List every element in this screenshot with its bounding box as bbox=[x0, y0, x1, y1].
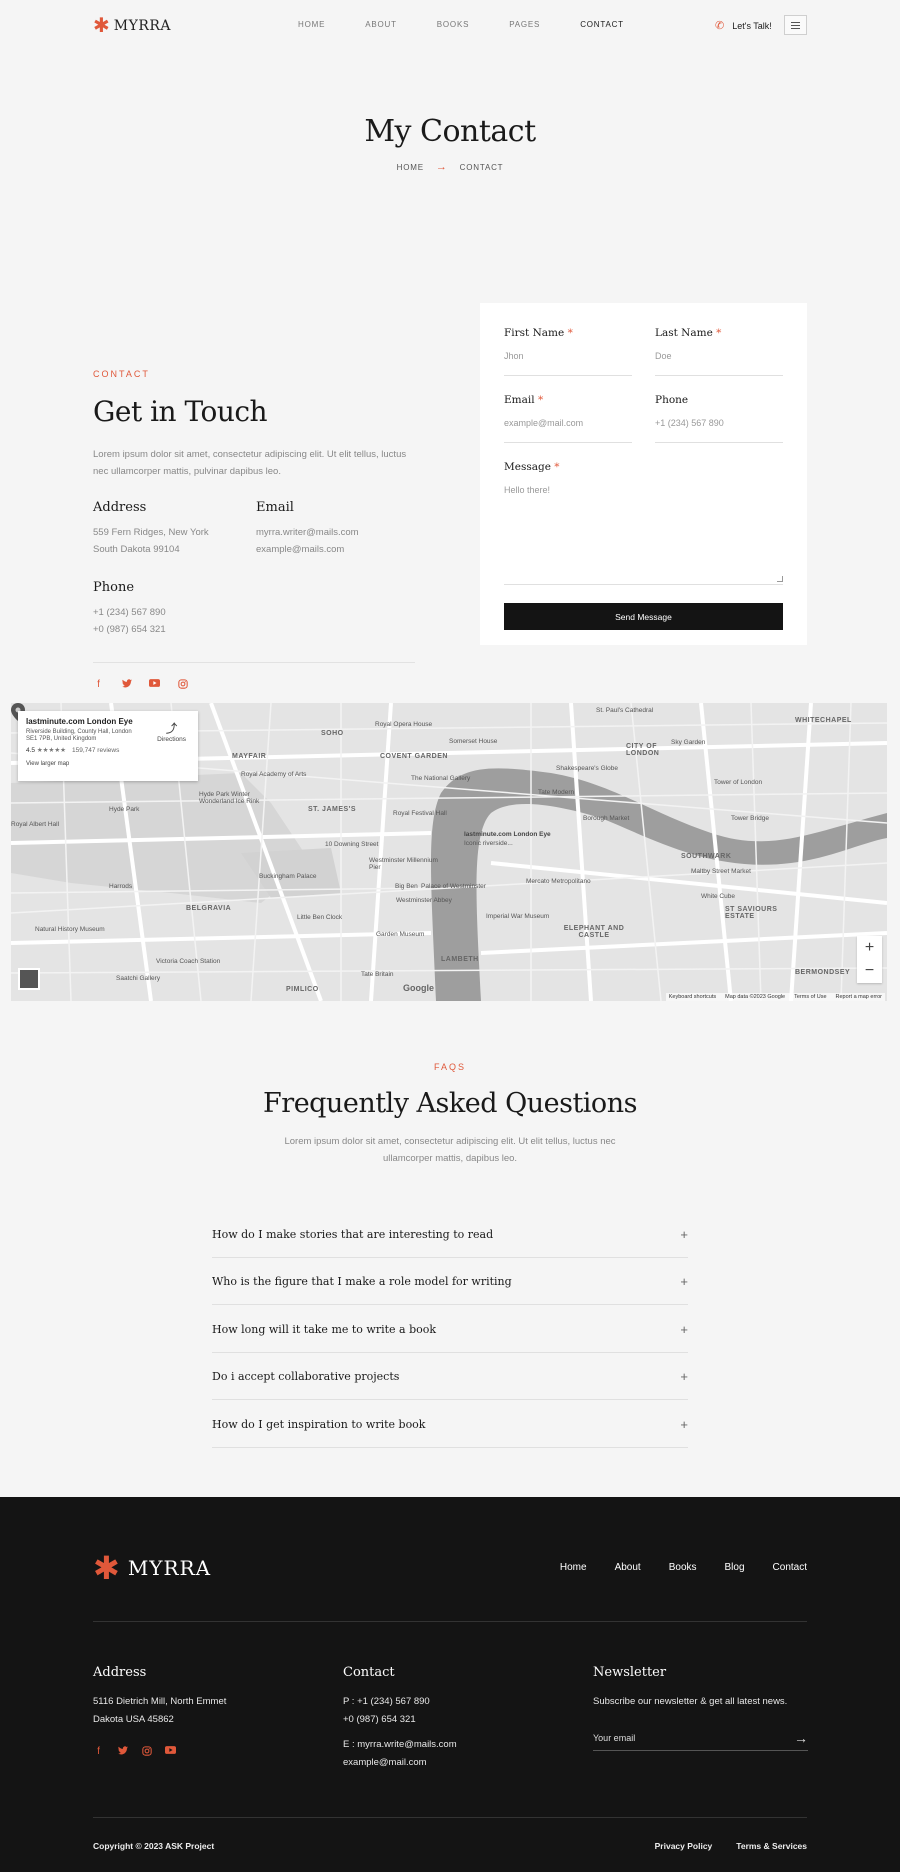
map-poi: Borough Market bbox=[583, 815, 630, 822]
map-area-label: ST SAVIOURS ESTATE bbox=[725, 906, 778, 920]
email-input[interactable]: example@mail.com bbox=[504, 418, 632, 443]
map-poi: Saatchi Gallery bbox=[116, 975, 161, 982]
map-area-label: PIMLICO bbox=[286, 986, 319, 993]
place-rating: 4.5 ★★★★★ 159,747 reviews bbox=[26, 747, 120, 754]
divider bbox=[93, 662, 415, 663]
arrow-right-icon[interactable]: → bbox=[794, 1730, 808, 1746]
footer-address-title: Address bbox=[93, 1665, 147, 1680]
address-block bbox=[93, 500, 256, 558]
address-line: South Dakota 99104 bbox=[93, 544, 180, 555]
youtube-icon[interactable] bbox=[149, 679, 160, 692]
breadcrumb-home[interactable]: HOME bbox=[396, 162, 424, 172]
logo-text: MYRRA bbox=[113, 18, 172, 34]
hamburger-icon bbox=[791, 22, 800, 23]
footer-nav bbox=[560, 1562, 807, 1573]
nav-books[interactable]: BOOKS bbox=[436, 20, 470, 29]
map-poi: Hyde Park Winter Wonderland Ice Rink bbox=[199, 791, 260, 805]
map-poi: Royal Opera House bbox=[375, 721, 433, 728]
email-block bbox=[256, 500, 419, 558]
phone-title: Phone bbox=[93, 580, 135, 595]
faq-question: How do I get inspiration to write book bbox=[212, 1417, 426, 1431]
map-poi: Tate Modern bbox=[538, 789, 575, 796]
breadcrumb bbox=[0, 161, 900, 173]
newsletter-placeholder: Your email bbox=[593, 1733, 636, 1743]
nav-pages[interactable]: PAGES bbox=[509, 20, 541, 29]
map-poi: Garden Museum bbox=[376, 931, 425, 938]
footer-divider bbox=[93, 1621, 807, 1622]
faq-item[interactable] bbox=[212, 1353, 688, 1401]
main-nav bbox=[298, 20, 664, 29]
map-area-label: SOHO bbox=[321, 730, 344, 737]
map-poi: White Cube bbox=[701, 893, 735, 900]
directions-icon: ⤴ bbox=[166, 723, 178, 735]
footer-nav-about[interactable]: About bbox=[614, 1562, 641, 1573]
twitter-icon[interactable] bbox=[121, 679, 132, 692]
map-poi: Tower Bridge bbox=[731, 815, 769, 822]
copyright: Copyright © 2023 ASK Project bbox=[93, 1841, 215, 1851]
youtube-icon[interactable] bbox=[165, 1746, 176, 1759]
plus-icon[interactable]: + bbox=[680, 1369, 688, 1385]
star-rating-icon: ★★★★★ bbox=[36, 747, 66, 754]
instagram-icon[interactable] bbox=[141, 1746, 152, 1759]
footer-address-line: Dakota USA 45862 bbox=[93, 1713, 174, 1725]
map-area-label: MAYFAIR bbox=[232, 753, 267, 760]
pin-label: lastminute.com London Eye bbox=[464, 831, 551, 838]
map-poi: Shakespeare's Globe bbox=[556, 765, 618, 772]
map-poi: Westminster Millennium Pier bbox=[369, 857, 438, 871]
terms-link[interactable]: Terms of Use bbox=[794, 994, 827, 1000]
map-poi: The National Gallery bbox=[411, 775, 471, 782]
map-poi: Little Ben Clock bbox=[297, 914, 343, 921]
footer-contact-title: Contact bbox=[343, 1665, 395, 1680]
lets-talk-link[interactable] bbox=[715, 19, 772, 32]
terms-link[interactable]: Terms & Services bbox=[736, 1841, 807, 1851]
footer-logo-text: MYRRA bbox=[127, 1556, 212, 1580]
map-poi: Tate Britain bbox=[361, 971, 394, 978]
map-footer bbox=[666, 993, 885, 1001]
contact-eyebrow: CONTACT bbox=[93, 369, 150, 379]
footer-nav-home[interactable]: Home bbox=[559, 1562, 587, 1573]
map-poi: Royal Academy of Arts bbox=[241, 771, 307, 778]
newsletter-email-input[interactable] bbox=[593, 1727, 808, 1751]
pin-sublabel: Iconic riverside... bbox=[464, 840, 513, 847]
footer-newsletter bbox=[593, 1665, 808, 1751]
map-area-label: ELEPHANT AND CASTLE bbox=[563, 925, 625, 939]
map-area-label: COVENT GARDEN bbox=[380, 753, 448, 760]
page-title: My Contact bbox=[364, 114, 536, 149]
address-title: Address bbox=[93, 500, 147, 515]
faq-list bbox=[212, 1210, 688, 1448]
message-textarea[interactable]: Hello there! bbox=[504, 485, 783, 585]
map-area-label: BELGRAVIA bbox=[186, 905, 232, 912]
social-links bbox=[93, 679, 423, 692]
map-poi: St. Paul's Cathedral bbox=[596, 707, 654, 714]
map-area-label: ST. JAMES'S bbox=[308, 806, 357, 813]
place-card bbox=[18, 711, 198, 781]
arrow-right-icon: → bbox=[435, 161, 448, 173]
map-poi: Mercato Metropolitano bbox=[526, 878, 591, 885]
faq-section bbox=[0, 1062, 900, 1432]
logo[interactable] bbox=[93, 16, 171, 36]
footer-address bbox=[93, 1665, 226, 1759]
footer-nav-contact[interactable]: Contact bbox=[772, 1562, 807, 1573]
breadcrumb-current: CONTACT bbox=[459, 162, 504, 172]
plus-icon[interactable]: + bbox=[680, 1416, 688, 1432]
map-area-label: LAMBETH bbox=[441, 956, 479, 963]
faq-item[interactable] bbox=[212, 1400, 688, 1448]
phone-block bbox=[93, 580, 256, 638]
plus-icon[interactable]: + bbox=[680, 1321, 688, 1337]
page-hero bbox=[0, 52, 900, 292]
map-poi: Victoria Coach Station bbox=[156, 958, 221, 965]
phone-link[interactable]: +1 (234) 567 890 bbox=[93, 607, 166, 618]
footer-logo[interactable] bbox=[93, 1552, 211, 1584]
report-error-link[interactable]: Report a map error bbox=[835, 994, 882, 1000]
map-poi: Imperial War Museum bbox=[486, 913, 550, 920]
email-link[interactable]: example@mails.com bbox=[256, 544, 345, 555]
map-poi: Buckingham Palace bbox=[259, 873, 317, 880]
site-footer bbox=[0, 1497, 900, 1872]
footer-nav-blog[interactable]: Blog bbox=[724, 1562, 745, 1573]
contact-lead: Lorem ipsum dolor sit amet, consectetur adipiscing elit. Ut elit tellus, luctus nec ullamcorper mattis, pulvinar dapibus leo. bbox=[93, 449, 407, 477]
asterisk-icon: ✱ bbox=[93, 15, 110, 37]
faq-question: How long will it take me to write a book bbox=[212, 1322, 437, 1336]
map-poi: Tower of London bbox=[714, 779, 763, 786]
email-link[interactable]: myrra.writer@mails.com bbox=[256, 527, 359, 538]
map-area-label: SOUTHWARK bbox=[681, 853, 732, 860]
phone-label: Phone bbox=[655, 394, 689, 406]
map-data-text: Map data ©2023 Google bbox=[725, 994, 786, 1000]
footer-phone[interactable]: +0 (987) 654 321 bbox=[343, 1713, 416, 1725]
twitter-icon[interactable] bbox=[117, 1746, 128, 1759]
legal-links bbox=[655, 1841, 807, 1851]
footer-divider bbox=[93, 1817, 807, 1818]
map-poi: 10 Downing Street bbox=[325, 841, 379, 848]
phone-icon: ✆ bbox=[715, 20, 725, 32]
place-title: lastminute.com London Eye bbox=[26, 717, 133, 726]
map-poi: Westminster Abbey bbox=[396, 897, 452, 904]
email-title: Email bbox=[256, 500, 294, 515]
privacy-policy-link[interactable]: Privacy Policy bbox=[654, 1841, 713, 1851]
newsletter-text: Subscribe our newsletter & get all latest news. bbox=[593, 1696, 788, 1707]
zoom-in-button[interactable]: + bbox=[864, 938, 875, 956]
newsletter-title: Newsletter bbox=[593, 1665, 667, 1680]
facebook-icon[interactable]: f bbox=[97, 1746, 100, 1757]
map-poi: Big Ben bbox=[395, 883, 418, 890]
first-name-input[interactable]: Jhon bbox=[504, 351, 632, 376]
message-label: Message * bbox=[504, 461, 560, 473]
footer-nav-books[interactable]: Books bbox=[668, 1562, 697, 1573]
address-line: 559 Fern Ridges, New York bbox=[93, 527, 209, 538]
faq-item[interactable] bbox=[212, 1210, 688, 1258]
review-count[interactable]: 159,747 reviews bbox=[72, 747, 120, 754]
footer-contact bbox=[343, 1665, 457, 1771]
lets-talk-label: Let's Talk! bbox=[732, 20, 772, 31]
faq-item[interactable] bbox=[212, 1258, 688, 1306]
map-area-label: BERMONDSEY bbox=[795, 969, 851, 976]
first-name-label: First Name * bbox=[504, 327, 573, 339]
contact-form bbox=[480, 303, 807, 645]
map-poi: Somerset House bbox=[449, 738, 498, 745]
faq-title: Frequently Asked Questions bbox=[263, 1088, 637, 1119]
map-poi: Sky Garden bbox=[671, 739, 706, 746]
last-name-label: Last Name * bbox=[655, 327, 722, 339]
zoom-out-button[interactable]: − bbox=[864, 962, 875, 980]
google-logo: Google bbox=[403, 983, 434, 993]
send-message-button[interactable]: Send Message bbox=[504, 603, 783, 630]
map-poi: Hyde Park bbox=[109, 806, 140, 813]
nav-about[interactable]: ABOUT bbox=[365, 20, 397, 29]
map-area-label: CITY OF LONDON bbox=[626, 743, 660, 757]
map-poi: Maltby Street Market bbox=[691, 868, 751, 875]
menu-button[interactable] bbox=[784, 15, 807, 35]
contact-title: Get in Touch bbox=[93, 395, 268, 428]
footer-social-links bbox=[93, 1746, 226, 1759]
map-poi: Harrods bbox=[109, 883, 133, 890]
footer-email[interactable]: example@mail.com bbox=[343, 1756, 427, 1768]
facebook-icon[interactable]: f bbox=[97, 679, 100, 690]
faq-item[interactable] bbox=[212, 1305, 688, 1353]
faq-lead: Lorem ipsum dolor sit amet, consectetur adipiscing elit. Ut elit tellus, luctus nec ullamcorper mattis, dapibus leo. bbox=[284, 1136, 616, 1164]
faq-question: Who is the figure that I make a role model for writing bbox=[212, 1275, 512, 1289]
plus-icon[interactable]: + bbox=[680, 1274, 688, 1290]
nav-home[interactable]: HOME bbox=[298, 20, 326, 29]
faq-question: Do i accept collaborative projects bbox=[212, 1370, 400, 1384]
phone-input[interactable]: +1 (234) 567 890 bbox=[655, 418, 783, 443]
zoom-controls bbox=[857, 936, 882, 983]
instagram-icon[interactable] bbox=[177, 679, 188, 692]
last-name-input[interactable]: Doe bbox=[655, 351, 783, 376]
footer-email[interactable]: E : myrra.write@mails.com bbox=[343, 1739, 457, 1750]
site-header bbox=[0, 0, 900, 52]
footer-address-line: 5116 Dietrich Mill, North Emmet bbox=[93, 1696, 227, 1707]
footer-phone[interactable]: P : +1 (234) 567 890 bbox=[343, 1696, 430, 1707]
contact-info bbox=[93, 369, 423, 692]
map-area-label: WHITECHAPEL bbox=[795, 717, 852, 724]
asterisk-icon: ✱ bbox=[93, 1550, 120, 1586]
map-poi: Natural History Museum bbox=[35, 926, 105, 933]
view-larger-map-link[interactable]: View larger map bbox=[26, 761, 70, 767]
map-poi: Palace of Westminster bbox=[421, 883, 486, 890]
place-address: Riverside Building, County Hall, London SE1 7PB, United Kingdom bbox=[26, 729, 132, 742]
faq-eyebrow: FAQS bbox=[433, 1062, 466, 1072]
keyboard-shortcuts-link[interactable]: Keyboard shortcuts bbox=[668, 994, 717, 1000]
map-poi: Royal Festival Hall bbox=[393, 810, 447, 817]
nav-contact[interactable]: CONTACT bbox=[580, 20, 624, 29]
faq-question: How do I make stories that are interesting to read bbox=[212, 1227, 494, 1241]
map-poi: Royal Albert Hall bbox=[11, 821, 60, 828]
email-label: Email * bbox=[504, 394, 544, 406]
phone-link[interactable]: +0 (987) 654 321 bbox=[93, 624, 166, 635]
map-layer-toggle[interactable] bbox=[18, 968, 40, 990]
directions-button[interactable]: ⤴ Directions bbox=[157, 720, 186, 743]
map-embed[interactable] bbox=[11, 703, 887, 1001]
plus-icon[interactable]: + bbox=[680, 1226, 688, 1242]
